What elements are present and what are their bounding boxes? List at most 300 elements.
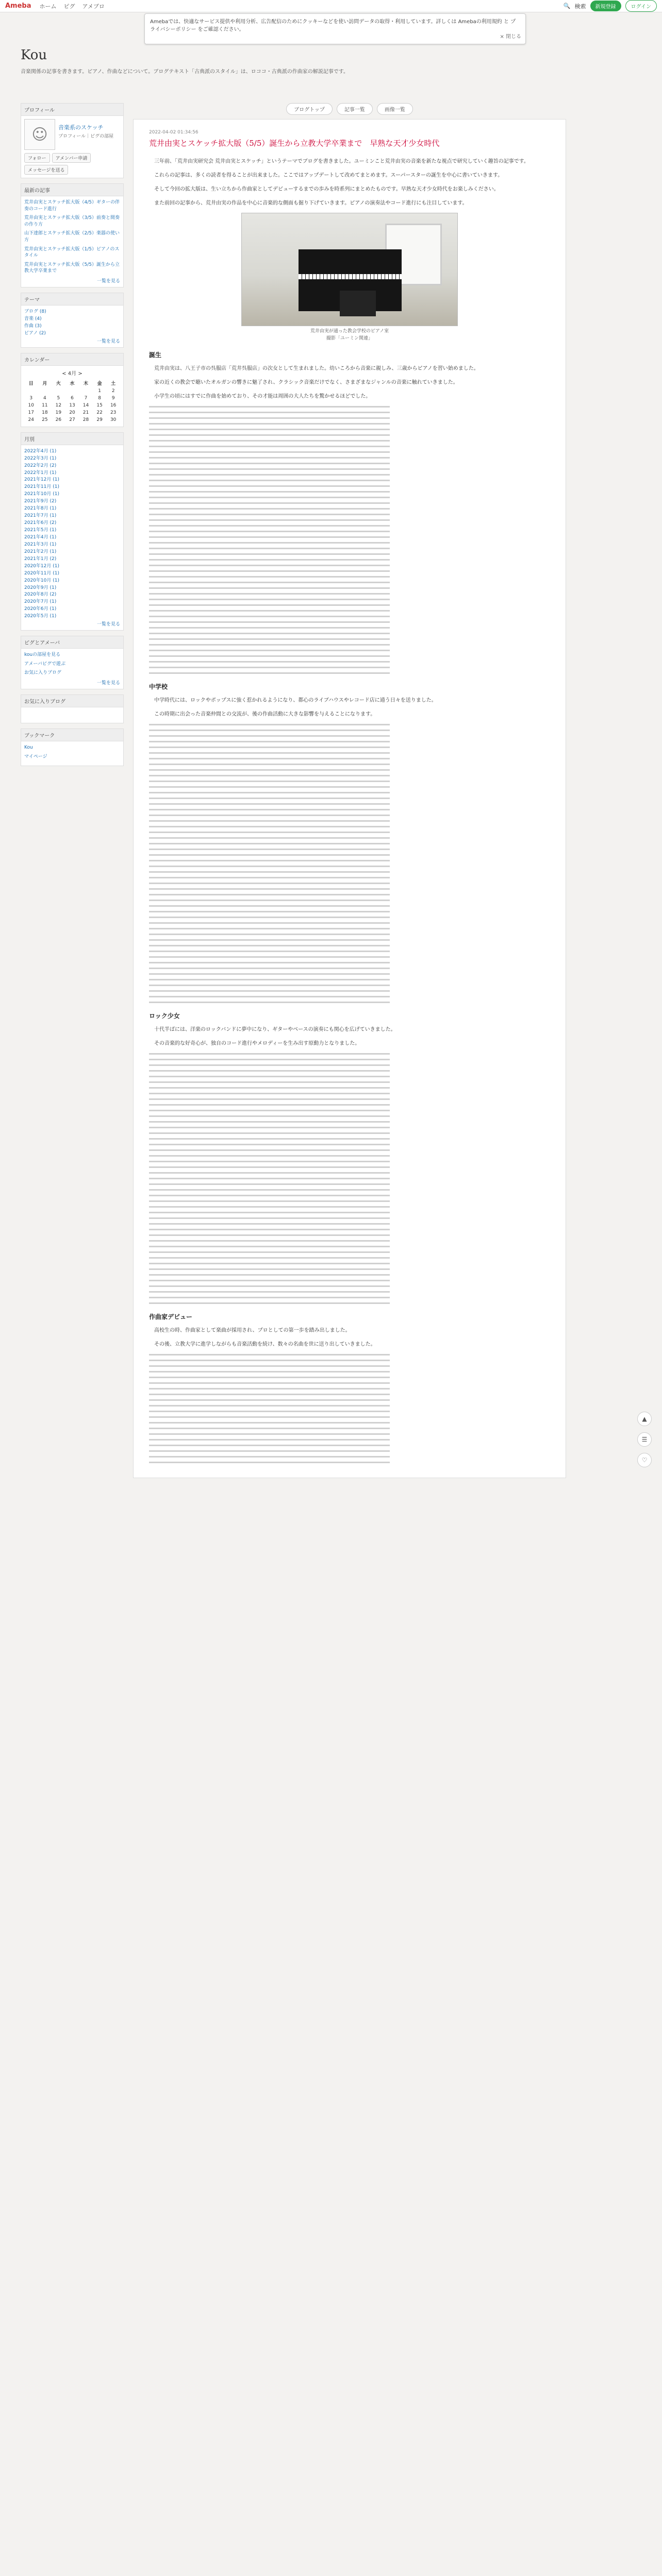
text-block xyxy=(149,582,550,583)
calendar-date[interactable]: 3 xyxy=(29,395,33,401)
text-block xyxy=(149,747,550,748)
archive-item[interactable]: 2021年1月 (2) xyxy=(24,556,57,562)
text-block xyxy=(149,1382,550,1384)
text-block xyxy=(149,1371,550,1372)
text-block xyxy=(149,429,550,430)
top-nav xyxy=(40,2,105,10)
text-block xyxy=(149,1132,550,1134)
text-block xyxy=(149,1212,550,1213)
text-block xyxy=(149,905,550,907)
calendar-date[interactable]: 5 xyxy=(57,395,60,401)
piano-room-photo[interactable] xyxy=(241,213,458,326)
calendar-date xyxy=(79,387,93,395)
amember-button[interactable]: アメンバー申請 xyxy=(52,153,91,163)
top-right-actions xyxy=(564,0,657,12)
text-block xyxy=(149,1251,550,1253)
archive-item[interactable]: 2021年7月 (1) xyxy=(24,513,57,519)
text-block xyxy=(149,502,550,504)
text-block xyxy=(149,672,550,674)
text-block xyxy=(149,1388,550,1389)
calendar-date[interactable]: 26 xyxy=(55,417,62,422)
article-title[interactable]: 荒井由実とスケッチ拡大版（5/5）誕生から立教大学卒業まで 早熟な天才少女時代 xyxy=(149,139,440,148)
text-block xyxy=(149,769,550,771)
calendar-date[interactable]: 14 xyxy=(82,402,89,408)
text-block xyxy=(149,655,550,657)
text-block xyxy=(149,1178,550,1179)
text-block xyxy=(149,1144,550,1145)
text-block xyxy=(149,1161,550,1162)
calendar-date[interactable]: 13 xyxy=(69,402,75,408)
text-block xyxy=(149,1115,550,1117)
text-block xyxy=(149,1411,550,1412)
signup-button[interactable]: 新規登録 xyxy=(590,1,621,11)
text-block xyxy=(149,985,550,986)
text-block xyxy=(149,570,550,572)
calendar-date[interactable]: 19 xyxy=(55,410,62,415)
text-block xyxy=(149,650,550,651)
calendar-date[interactable]: 27 xyxy=(69,417,75,422)
calendar-date[interactable]: 1 xyxy=(98,388,101,394)
text-block xyxy=(149,1462,550,1463)
article-paragraph: 小学生の頃にはすでに作曲を始めており、その才能は周囲の大人たちを驚かせるほどでした。 xyxy=(154,394,371,399)
tab-article-list[interactable]: 記事一覧 xyxy=(337,103,373,115)
text-block xyxy=(149,1450,550,1452)
text-block xyxy=(149,480,550,481)
text-block xyxy=(149,962,550,963)
text-block xyxy=(149,1053,550,1055)
bookmark-head: お気に入りブログ xyxy=(21,695,123,707)
text-block xyxy=(149,826,550,827)
text-block xyxy=(149,485,550,487)
calendar-day-name: 火 xyxy=(56,381,61,386)
theme-item[interactable]: ピアノ (2) xyxy=(24,330,46,336)
blog-tabs xyxy=(133,103,566,115)
calendar-date[interactable]: 24 xyxy=(28,417,34,422)
theme-more-link[interactable]: 一覧を見る xyxy=(96,338,120,344)
calendar-month[interactable]: < 4月 > xyxy=(62,370,82,377)
text-block xyxy=(149,474,550,476)
text-block xyxy=(149,423,550,425)
recent-item[interactable]: 荒井由実とスケッチ拡大版（5/5）誕生から立教大学卒業まで xyxy=(24,262,120,274)
nav-item-ameblo[interactable]: アメブロ xyxy=(82,3,105,10)
theme-head: テーマ xyxy=(21,293,123,306)
calendar-date xyxy=(65,387,79,395)
article-paragraph: 三年前、「荒井由実研究会 荒井由実とスケッチ」というテーマでブログを書きました。ユーミンこと荒井由実の音楽を新たな視点で研究していく趣旨の記事です。 xyxy=(154,159,529,164)
menu-icon[interactable]: ☰ xyxy=(637,1432,652,1447)
text-block xyxy=(149,599,550,600)
text-block xyxy=(149,973,550,975)
text-block xyxy=(149,1206,550,1208)
notice-close-button[interactable]: × 閉じる xyxy=(500,34,521,40)
text-block xyxy=(149,457,550,459)
text-block xyxy=(149,1200,550,1202)
recent-head: 最新の記事 xyxy=(21,184,123,196)
article-date: 2022-04-02 01:34:56 xyxy=(149,130,198,135)
text-block xyxy=(149,463,550,464)
text-block xyxy=(149,730,550,731)
calendar-box xyxy=(21,353,124,427)
text-block xyxy=(149,1257,550,1259)
text-block xyxy=(149,883,550,884)
pigg-item[interactable]: kouの部屋を見る xyxy=(24,652,61,658)
text-block xyxy=(149,871,550,873)
recent-item[interactable]: 荒井由実とスケッチ拡大版（1/5）ピアノのスタイル xyxy=(24,246,120,259)
text-block xyxy=(149,1394,550,1395)
notice-text: Amebaでは、快適なサービス提供や利用分析、広告配信のためにクッキーなどを使い訪問データの取得・利用しています。詳しくは Amebaの利用規約 と プライバシーポリシー をご確認ください。 xyxy=(150,19,516,32)
text-block xyxy=(149,548,550,549)
text-block xyxy=(149,1360,550,1361)
like-icon[interactable]: ♡ xyxy=(637,1453,652,1467)
text-block xyxy=(149,1138,550,1140)
text-block xyxy=(149,610,550,612)
text-block xyxy=(149,1274,550,1276)
text-block xyxy=(149,990,550,992)
text-block xyxy=(149,553,550,555)
text-block xyxy=(149,837,550,839)
text-block xyxy=(149,945,550,946)
archive-head: 月別 xyxy=(21,433,123,445)
calendar-date[interactable]: 2 xyxy=(111,388,115,394)
archive-item[interactable]: 2022年4月 (1) xyxy=(24,448,57,454)
text-block xyxy=(149,604,550,606)
calendar-date[interactable]: 17 xyxy=(28,410,34,415)
calendar-date[interactable]: 8 xyxy=(98,395,101,401)
text-block xyxy=(149,758,550,759)
text-block xyxy=(149,565,550,566)
text-block xyxy=(149,508,550,510)
pigg-box xyxy=(21,636,124,689)
profile-head: プロフィール xyxy=(21,104,123,116)
calendar-day-name: 月 xyxy=(42,381,47,386)
article-paragraph: そして今回の拡大版は、生い立ちから作曲家としてデビューするまでの歩みを時系列にまとめたものです。早熟な天才少女時代をお楽しみください。 xyxy=(154,187,499,192)
calendar-date[interactable]: 4 xyxy=(43,395,46,401)
text-block xyxy=(149,1002,550,1003)
text-block xyxy=(149,798,550,799)
text-block xyxy=(149,820,550,822)
calendar-date[interactable]: 20 xyxy=(69,410,75,415)
text-block xyxy=(149,616,550,617)
text-block xyxy=(149,1445,550,1446)
archive-item[interactable]: 2021年4月 (1) xyxy=(24,534,57,540)
pigg-item[interactable]: アメーバピグで遊ぶ xyxy=(24,661,66,667)
article-paragraph: 高校生の時、作曲家として楽曲が採用され、プロとしての第一歩を踏み出しました。 xyxy=(154,1328,351,1333)
text-block xyxy=(149,1240,550,1242)
text-block xyxy=(149,638,550,640)
calendar-day-name: 木 xyxy=(84,381,89,386)
text-block xyxy=(149,1285,550,1287)
writer-item[interactable]: Kou xyxy=(24,744,33,750)
article-paragraph: 中学時代には、ロックやポップスに強く惹かれるようになり、都心のライブハウスやレコード店に通う日々を送りました。 xyxy=(154,698,437,703)
article-paragraph: その後、立教大学に進学しながらも音楽活動を続け、数々の名曲を世に送り出していきました。 xyxy=(154,1342,376,1347)
text-block xyxy=(149,1280,550,1281)
text-block xyxy=(149,1172,550,1174)
text-block xyxy=(149,934,550,935)
recent-more-link[interactable]: 一覧を見る xyxy=(96,278,120,284)
text-block xyxy=(149,536,550,538)
section-heading: 誕生 xyxy=(149,351,162,359)
text-block xyxy=(149,956,550,958)
archive-item[interactable]: 2021年2月 (1) xyxy=(24,549,57,554)
text-block xyxy=(149,1456,550,1458)
text-block xyxy=(149,1127,550,1128)
calendar-date[interactable]: 6 xyxy=(71,395,74,401)
archive-item[interactable]: 2021年11月 (1) xyxy=(24,484,59,490)
archive-item[interactable]: 2022年1月 (1) xyxy=(24,470,57,476)
text-block xyxy=(149,1223,550,1225)
archive-item[interactable]: 2020年8月 (2) xyxy=(24,592,57,598)
login-button[interactable]: ログイン xyxy=(625,0,657,12)
calendar-table xyxy=(24,379,120,423)
text-block xyxy=(149,917,550,918)
archive-item[interactable]: 2020年9月 (1) xyxy=(24,585,57,590)
text-block xyxy=(149,922,550,924)
text-block xyxy=(149,764,550,765)
text-block xyxy=(149,661,550,663)
text-block xyxy=(149,667,550,668)
calendar-date[interactable]: 25 xyxy=(42,417,48,422)
text-block xyxy=(149,741,550,742)
section-heading: 作曲家デビュー xyxy=(149,1313,193,1320)
calendar-date[interactable]: 10 xyxy=(28,402,34,408)
search-link[interactable]: 検索 xyxy=(574,3,586,10)
article-paragraph: 十代半ばには、洋楽のロックバンドに夢中になり、ギターやベースの演奏にも関心を広げていきました。 xyxy=(154,1027,396,1032)
text-block xyxy=(149,1189,550,1191)
archive-item[interactable]: 2020年10月 (1) xyxy=(24,578,59,583)
text-block xyxy=(149,417,550,419)
archive-more-link[interactable]: 一覧を見る xyxy=(96,622,120,628)
theme-item[interactable]: ブログ (8) xyxy=(24,309,46,314)
calendar-date[interactable]: 28 xyxy=(82,417,89,422)
recent-item[interactable]: 荒井由実とスケッチ拡大版（4/5）ギターの伴奏のコード進行 xyxy=(24,200,120,212)
top-bar xyxy=(0,0,662,12)
text-block xyxy=(149,559,550,561)
text-block xyxy=(149,894,550,895)
archive-item[interactable]: 2022年2月 (2) xyxy=(24,463,57,468)
text-block xyxy=(149,849,550,850)
blog-title[interactable]: Kou xyxy=(21,47,47,63)
archive-item[interactable]: 2021年3月 (1) xyxy=(24,541,57,547)
text-block xyxy=(149,451,550,453)
archive-item[interactable]: 2021年5月 (1) xyxy=(24,528,57,533)
archive-item[interactable]: 2022年3月 (1) xyxy=(24,455,57,461)
archive-item[interactable]: 2020年6月 (1) xyxy=(24,606,57,612)
nav-item-pigg[interactable]: ピグ xyxy=(63,3,75,10)
text-block xyxy=(149,911,550,912)
photo-chair xyxy=(340,291,376,316)
article-paragraph: 家の近くの教会で聴いたオルガンの響きに魅了され、クラシック音楽だけでなく、さまざまなジャンルの音楽に触れていきました。 xyxy=(154,380,458,385)
text-block xyxy=(149,434,550,436)
text-block xyxy=(149,627,550,629)
archive-item[interactable]: 2021年12月 (1) xyxy=(24,477,59,483)
article-paragraph: これらの記事は、多くの読者を得ることが出来ました。ここではアップデートして改めてまとめます。スーパースターの誕生を中心に書いていきます。 xyxy=(154,173,503,178)
article-paragraph: この時期に出会った音楽仲間との交流が、後の作曲活動に大きな影響を与えることになります。 xyxy=(154,711,376,717)
text-block xyxy=(149,1166,550,1168)
text-block xyxy=(149,792,550,793)
pigg-more-link[interactable]: 一覧を見る xyxy=(96,680,120,686)
blog-description: 音楽関係の記事を書きます。ピアノ、作曲などについて。ブログテキスト「古典派のスタイル」は、ロココ・古典派の作曲家の解説記事です。 xyxy=(21,69,349,75)
text-block xyxy=(149,1399,550,1401)
pigg-head: ピグとアメーバ xyxy=(21,636,123,649)
theme-item[interactable]: 音楽 (4) xyxy=(24,316,42,321)
calendar-date[interactable]: 12 xyxy=(55,402,62,408)
text-block xyxy=(149,786,550,788)
search-icon[interactable]: 🔍 xyxy=(563,3,571,9)
text-block xyxy=(149,1110,550,1111)
text-block xyxy=(149,621,550,623)
message-button[interactable]: メッセージを送る xyxy=(24,165,68,175)
text-block xyxy=(149,968,550,969)
text-block xyxy=(149,1059,550,1060)
text-block xyxy=(149,406,550,408)
bookmark-box xyxy=(21,694,124,723)
text-block xyxy=(149,854,550,856)
text-block xyxy=(149,1234,550,1236)
calendar-date[interactable]: 23 xyxy=(110,410,117,415)
calendar-date[interactable]: 30 xyxy=(110,417,117,422)
text-block xyxy=(149,1155,550,1157)
section-heading: 中学校 xyxy=(149,683,168,690)
nav-item-home[interactable]: ホーム xyxy=(39,3,57,10)
calendar-date[interactable]: 7 xyxy=(84,395,88,401)
text-block xyxy=(149,1183,550,1185)
photo-caption xyxy=(149,328,550,342)
calendar-day-name: 水 xyxy=(70,381,75,386)
text-block xyxy=(149,412,550,413)
text-block xyxy=(149,1422,550,1423)
archive-item[interactable]: 2020年11月 (1) xyxy=(24,570,59,576)
sidebar xyxy=(21,103,124,771)
text-block xyxy=(149,1093,550,1094)
text-block xyxy=(149,866,550,867)
text-block xyxy=(149,497,550,498)
ameba-logo[interactable]: Ameba xyxy=(5,2,31,10)
recent-item[interactable]: 荒井由実とスケッチ拡大版（3/5）前奏と間奏の作り方 xyxy=(24,215,120,227)
photo-caption-main: 荒井由実が通った教会学校のピアノ室 xyxy=(310,329,389,334)
tab-image-list[interactable]: 画像一覧 xyxy=(377,103,413,115)
theme-item[interactable]: 作曲 (3) xyxy=(24,323,42,329)
archive-item[interactable]: 2021年9月 (2) xyxy=(24,499,57,504)
profile-sub[interactable]: プロフィール｜ピグの部屋 xyxy=(58,134,114,139)
photo-caption-sub: 撮影「ユーミン関連」 xyxy=(326,335,373,341)
text-block xyxy=(149,815,550,816)
text-block xyxy=(149,446,550,447)
text-block xyxy=(149,1263,550,1264)
text-block xyxy=(149,633,550,634)
text-block xyxy=(149,1195,550,1196)
profile-name[interactable]: 音楽系のスケッチ xyxy=(58,124,104,131)
archive-item[interactable]: 2021年6月 (2) xyxy=(24,520,57,526)
text-block xyxy=(149,928,550,929)
text-block xyxy=(149,1291,550,1293)
calendar-date[interactable]: 9 xyxy=(111,395,115,401)
text-block xyxy=(149,1377,550,1378)
follow-button[interactable]: フォロー xyxy=(24,153,50,163)
scroll-top-icon[interactable]: ▲ xyxy=(637,1412,652,1426)
calendar-date[interactable]: 21 xyxy=(82,410,89,415)
text-block xyxy=(149,1070,550,1072)
text-block xyxy=(149,888,550,890)
tab-blog-top[interactable]: ブログトップ xyxy=(286,103,333,115)
text-block xyxy=(149,1354,550,1355)
text-block xyxy=(149,877,550,878)
text-block xyxy=(149,809,550,810)
article-paragraph: その音楽的な好奇心が、独自のコード進行やメロディーを生み出す原動力となりました。 xyxy=(154,1041,360,1046)
text-block xyxy=(149,593,550,595)
recent-box xyxy=(21,183,124,287)
calendar-day-name: 日 xyxy=(28,381,34,386)
calendar-head: カレンダー xyxy=(21,353,123,366)
text-block xyxy=(149,1229,550,1230)
text-block xyxy=(149,514,550,515)
text-block xyxy=(149,1433,550,1435)
text-block xyxy=(149,752,550,754)
text-block xyxy=(149,979,550,980)
text-block xyxy=(149,1428,550,1429)
text-block xyxy=(149,724,550,725)
text-block xyxy=(149,1104,550,1106)
text-block xyxy=(149,468,550,470)
calendar-date[interactable]: 11 xyxy=(42,402,48,408)
section-heading: ロック少女 xyxy=(149,1012,180,1020)
text-block xyxy=(149,1439,550,1440)
text-block xyxy=(149,1217,550,1219)
archive-item[interactable]: 2020年5月 (1) xyxy=(24,614,57,619)
calendar-date xyxy=(38,387,52,395)
recent-item[interactable]: 山下達郎とスケッチ拡大版（2/5）楽器の使い方 xyxy=(24,231,120,243)
text-block xyxy=(149,440,550,442)
calendar-date[interactable]: 22 xyxy=(96,410,103,415)
text-block xyxy=(149,775,550,776)
text-block xyxy=(149,803,550,805)
calendar-day-name: 土 xyxy=(111,381,116,386)
calendar-date xyxy=(24,387,38,395)
calendar-date[interactable]: 29 xyxy=(96,417,103,422)
text-block xyxy=(149,491,550,493)
text-block xyxy=(149,576,550,578)
cookie-notice xyxy=(144,13,526,44)
calendar-date[interactable]: 18 xyxy=(42,410,48,415)
calendar-date[interactable]: 16 xyxy=(110,402,117,408)
avatar[interactable]: ☺ xyxy=(24,119,55,150)
text-block xyxy=(149,951,550,952)
text-block xyxy=(149,1246,550,1247)
text-block xyxy=(149,1268,550,1270)
text-block xyxy=(149,525,550,527)
text-block xyxy=(149,1365,550,1367)
calendar-date[interactable]: 15 xyxy=(96,402,103,408)
writer-item[interactable]: マイページ xyxy=(24,754,47,759)
article-paragraph: また前回の記事から、荒井由実の作品を中心に音楽的な側面も掘り下げていきます。ピアノの演奏法やコード進行にも注目しています。 xyxy=(154,200,468,206)
text-block xyxy=(149,1405,550,1406)
article xyxy=(133,119,566,1478)
text-block xyxy=(149,1081,550,1083)
text-block xyxy=(149,587,550,589)
text-block xyxy=(149,735,550,737)
theme-box xyxy=(21,293,124,348)
archive-item[interactable]: 2020年7月 (1) xyxy=(24,599,57,605)
text-block xyxy=(149,1302,550,1304)
text-block xyxy=(149,1098,550,1100)
text-block xyxy=(149,843,550,844)
article-paragraph: 荒井由実は、八王子市の呉服店「荒井呉服店」の次女として生まれました。幼いころから音楽に親しみ、三歳からピアノを習い始めました。 xyxy=(154,366,479,371)
pigg-item[interactable]: お気に入りブログ xyxy=(24,670,62,676)
archive-item[interactable]: 2021年10月 (1) xyxy=(24,492,59,497)
archive-item[interactable]: 2021年8月 (1) xyxy=(24,506,57,512)
profile-box xyxy=(21,103,124,178)
archive-item[interactable]: 2020年12月 (1) xyxy=(24,563,59,569)
text-block xyxy=(149,860,550,861)
main-column xyxy=(133,103,566,1478)
